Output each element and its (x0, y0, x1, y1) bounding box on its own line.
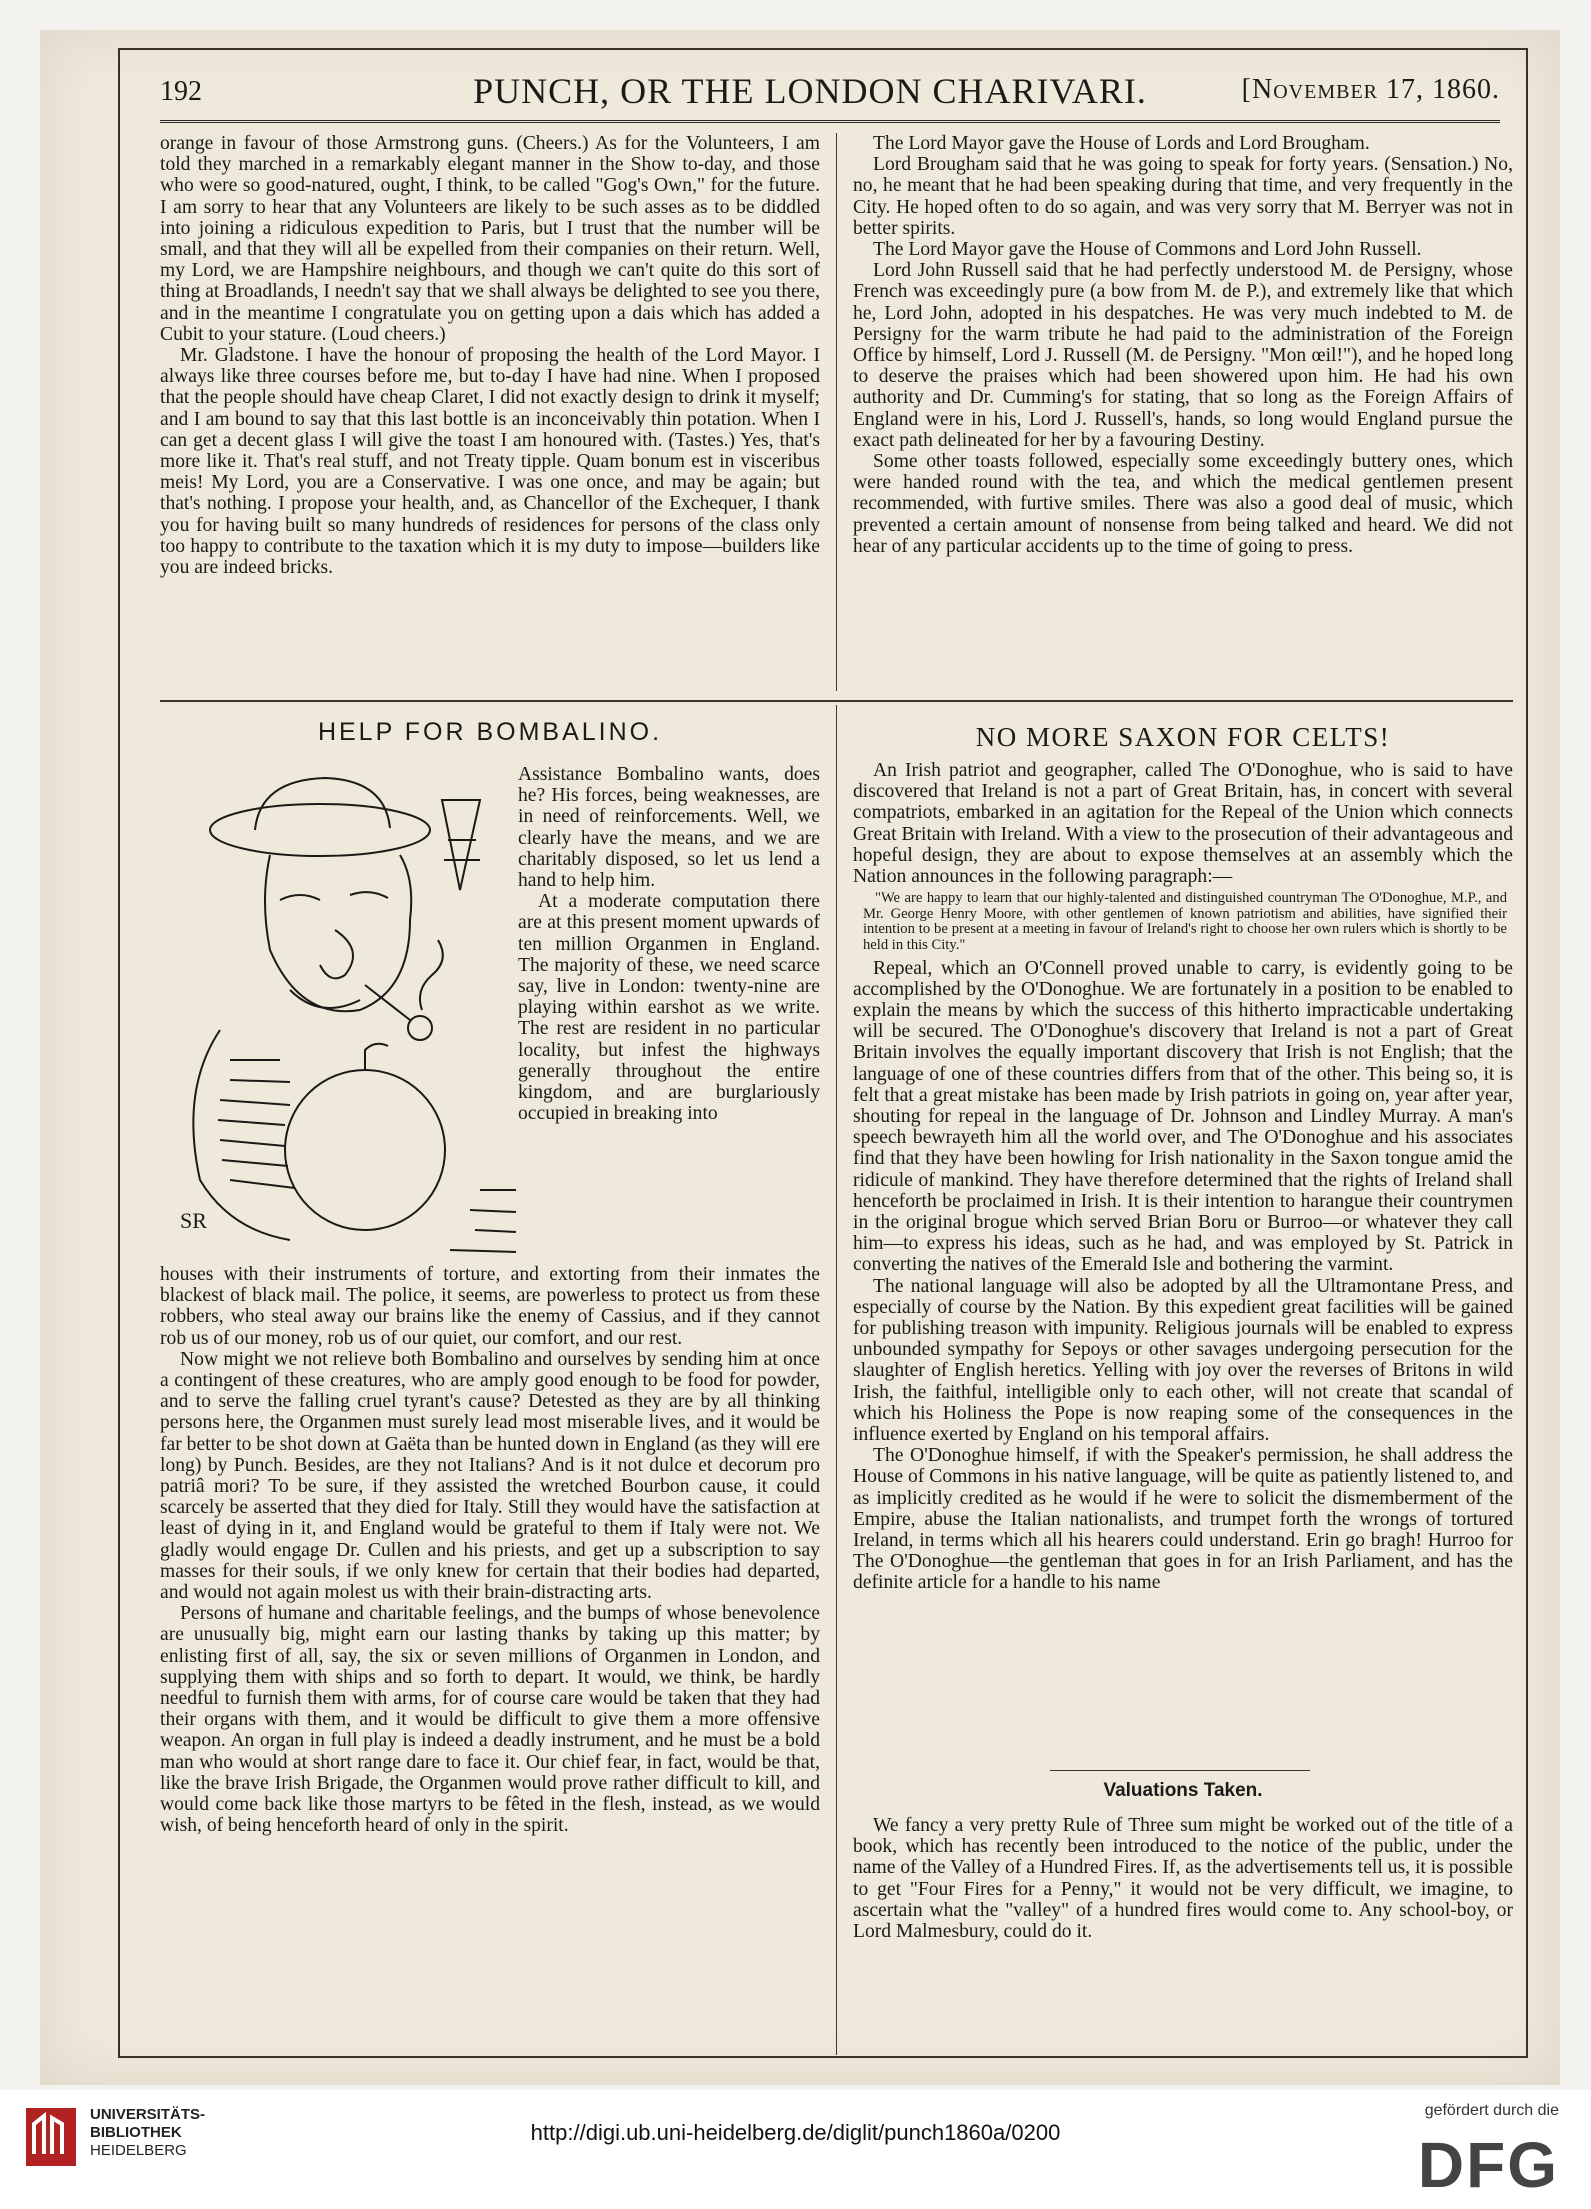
paragraph: Assistance Bombalino wants, does he? His forces, being weaknesses, are in need of reinforcements. Well, we clearly have the means, and we are charitably disposed, so let us lend a hand to help him. (518, 764, 820, 892)
digitization-footer (0, 2090, 1591, 2209)
institution-line: BIBLIOTHEK (90, 2124, 182, 2141)
help-column-beside-cartoon (518, 764, 820, 1262)
paragraph: We fancy a very pretty Rule of Three sum might be worked out of the title of a book, which has recently been introduced to the notice of the public, under the name of the Valley of a Hundred Fires. If, as the advertisements tell us, it is possible to get "Four Fires for a Penny," it would not be very difficult, we imagine, to ascertain what the "valley" of a hundred fires would come to. Any school-boy, or Lord Malmesbury, could do it. (853, 1815, 1513, 1943)
page-number: 192 (160, 76, 202, 107)
section-divider (160, 700, 1513, 702)
paragraph: The Lord Mayor gave the House of Lords and Lord Brougham. (873, 133, 1370, 154)
column-divider (836, 133, 837, 691)
short-divider (1050, 1770, 1310, 1771)
illustrator-monogram: SR (180, 1208, 207, 1233)
paragraph: An Irish patriot and geographer, called The O'Donoghue, who is said to have discovered that Ireland is not a part of Great Britain, has, in concert with several compatriots, embarked in an agitation for the Repeal of the Union which connects Great Britain with Ireland. With a view to the prosecution of their advantageous and hopeful design, they are about to expose themselves at an assembly which the Nation announces in the following paragraph:— (853, 760, 1513, 888)
top-left-column (160, 133, 820, 691)
paragraph: The Lord Mayor gave the House of Commons and Lord John Russell. (873, 239, 1422, 261)
top-right-column (853, 133, 1513, 691)
help-column-below-cartoon (160, 1264, 820, 2064)
paragraph: Mr. Gladstone. I have the honour of proposing the health of the Lord Mayor. I always like three courses before me, but to-day I have had nine. When I proposed that the people should have cheap Claret, I did not exactly design to drink it myself; and I am bound to say that this last bottle is an inconceivably thin potation. When I can get a decent glass I will give the toast I am honoured with. (Tastes.) Yes, that's more like it. That's real stuff, and not Treaty tipple. Quam bonum est in visceribus meis! My Lord, you are a Conservative. I was one once, and may be again; but that's nothing. I propose your health, and, as Chancellor of the Exchequer, I thank you for having built so many hundreds of residences for persons of the class only too happy to contribute to the taxation which it is my duty to impose—builders like you are indeed bricks. (160, 345, 820, 579)
paragraph: Repeal, which an O'Connell proved unable to carry, is evidently going to be accomplished by the O'Donoghue. We are fortunately in a position to be enabled to explain the means by which the success of this hitherto impracticable undertaking will be secured. The O'Donoghue's discovery that Ireland is not a part of Great Britain involves the equally important discovery that Irish is not English; that the language of one of these countries differs from that of the other. This being so, it is felt that a great mistake has been made by Irish patriots in going on, year after year, shouting for repeal in the language of Dr. Johnson and Lindley Murray. A man's speech bewrayeth him all the world over, and The O'Donoghue and his associates find that they have been howling for Irish nationality in the Saxon tongue amid the ridicule of mankind. They have therefore determined that the rights of Ireland shall henceforth be proclaimed in Irish. It is their intention to harangue their countrymen in the original brogue which served Brian Boru or Burroo—or whatever they call him—to express his ideas, such as he had, and was employed by St. Patrick in converting the natives of the Emerald Isle and bothering the varmint. (853, 957, 1513, 1276)
paragraph: Lord John Russell said that he had perfectly understood M. de Persigny, whose French was exceedingly pure (a bow from M. de P.), and extremely like that which he, Lord John, adopted in his despatches. He was very much indebted to M. de Persigny for the warm tribute he had paid to the administration of the Foreign Office by himself, Lord J. Russell (M. de Persigny. "Mon œil!"), and he hoped long to deserve the praises which had been showered upon him. He had his own authority and Dr. Cumming's for stating, that so long as the Foreign Affairs of England were in his, Lord J. Russell's, hands, so long would England pursue the exact path delineated for her by a favouring Destiny. (853, 260, 1513, 451)
paragraph: Lord Brougham said that he was going to speak for forty years. (Sensation.) No, no, he meant that he had been speaking during that time, and very frequently in the City. He hoped often to do so again, and was very sorry that M. Berryer was not in better spirits. (853, 154, 1513, 239)
institution-line: HEIDELBERG (90, 2142, 187, 2159)
page-header (160, 62, 1500, 123)
running-title: PUNCH, OR THE LONDON CHARIVARI. (473, 71, 1147, 111)
paragraph: The O'Donoghue himself, if with the Speaker's permission, he shall address the House of Commons in his native language, will be quite as patiently listened to, and as implicitly credited as he would if he were to solicit the dismemberment of the Empire, abuse the Italian nationalists, and trumpet forth the wrongs of tortured Ireland, in terms which all his hearers could understand. Erin go bragh! Hurroo for The O'Donoghue—the gentleman that goes in for an Irish Parliament, and has the definite article for a handle to his name (853, 1445, 1513, 1594)
article-title-help-for-bombalino: HELP FOR BOMBALINO. (317, 718, 663, 746)
institution-line: UNIVERSITÄTS- (90, 2106, 206, 2123)
column-divider (836, 705, 837, 2055)
paragraph: At a moderate computation there are at this present moment upwards of ten million Organmen in England. The majority of these, we need scarce say, live in London: twenty-nine are playing within earshot as we write. The rest are resident in no particular locality, but infest the highways generally throughout the entire kingdom, and are burglariously occupied in breaking into (518, 891, 820, 1125)
source-url-link[interactable]: http://digi.ub.uni-heidelberg.de/diglit/punch1860a/0200 (530, 2120, 1061, 2145)
article-title-no-more-saxon: NO MORE SAXON FOR CELTS! (975, 722, 1391, 752)
dfg-logo: DFG (1417, 2129, 1559, 2201)
issue-date: [November 17, 1860. (1241, 74, 1500, 105)
sponsor-label: gefördert durch die (1424, 2102, 1559, 2119)
saxon-article-column (853, 760, 1513, 1760)
paragraph: houses with their instruments of torture, and extorting from their inmates the blackest of black mail. The police, it seems, are powerless to protect us from these robbers, who steal away our brains like the enemy of Cassius, and if they cannot rob us of our money, rob us of our quiet, our comfort, and our rest. (160, 1264, 820, 1349)
quoted-announcement (853, 887, 1513, 957)
paragraph: Some other toasts followed, especially some exceedingly buttery ones, which were handed round with the tea, and which the medical gentlemen present recommended, with furtive smiles. There was also a good deal of music, which prevented a certain amount of nonsense from being talked and heard. We did not hear of any particular accidents up to the time of going to press. (853, 451, 1513, 557)
cartoon-drawing (160, 760, 516, 1260)
paragraph: Now might we not relieve both Bombalino and ourselves by sending him at once a contingent of these creatures, who are amply good enough to be food for powder, and to serve the falling cruel tyrant's cause? Detested as they are by all thinking persons here, the Organmen must surely lead most miserable lives, and it would be far better to be shot down at Gaëta than be hunted down in England (as they will ere long) by Punch. Besides, are they not Italians? And is it not dulce et decorum pro patriâ mori? To be sure, if they assisted the wretched Bourbon cause, it could scarcely be asserted that they died for Italy. Still they would have the satisfaction at least of dying in it, and England would be grateful to them if Italy were not. We gladly would engage Dr. Cullen and his priests, and get up a subscription to say masses for their souls, if we only knew for certain that their bodies had departed, and would not again molest us with their brain-distracting arts. (160, 1348, 820, 1604)
quote-text: "We are happy to learn that our highly-talented and distinguished countryman The O'Donoghue, M.P., and Mr. George Henry Moore, with other gentlemen of known patriotism and abilities, have signified their intention to be present at a meeting in favour of Ireland's right to choose her own rulers which is shortly to be held in this City." (863, 890, 1507, 953)
bombalino-cartoon (160, 760, 516, 1260)
paragraph: The national language will also be adopted by all the Ultramontane Press, and especially of course by the Nation. By this expedient great facilities will be gained for publishing treason with impunity. Religious journals will be enabled to express unbounded sympathy for Sepoys or other savages undergoing persecution for the slaughter of English heretics. Yelling with joy over the reverses of Britons in wild Irish, the faithful, intelligible only to each other, will not create that scandal of which his Holiness the Pope is now reaping some of the consequences in the influence exerted by England on his temporal affairs. (853, 1275, 1513, 1446)
article-title-valuations: Valuations Taken. (1103, 1780, 1263, 1801)
valuations-article-column (853, 1815, 1513, 2045)
paragraph: Persons of humane and charitable feelings, and the bumps of whose benevolence are unusually big, might earn our lasting thanks by taking up this matter; by enlisting first of all, say, the six or seven millions of Organmen in London, and supplying them with ships and so forth to depart. It would, we think, be hardly needful to furnish them with arms, for of course care would be taken that they had their organs with them, and it would be difficult to give them a more offensive weapon. An organ in full play is indeed a deadly instrument, and he must be a bold man who would at short range dare to face it. Our chief fear, in fact, would be that, like the brave Irish Brigade, the Organmen would prove rather difficult to kill, and would come back like those martyrs to be fêted in the flesh, instead, as we would wish, of being henceforth heard of only in the spirit. (160, 1603, 820, 1837)
paragraph: orange in favour of those Armstrong guns. (Cheers.) As for the Volunteers, I am told they marched in a remarkably elegant manner in the Show to-day, and those who were so good-natured, ought, I think, to be called "Gog's Own," for the future. I am sorry to hear that any Volunteers are likely to be such asses as to be diddled into joining a ridiculous expedition to Paris, but I trust that the number will be small, and that they will all be expelled from their companies on their return. Well, my Lord, we are Hampshire neighbours, and though we can't quite do this sort of thing at Broadlands, I needn't say that we shall always be delighted to see you there, and in the meantime I congratulate you on getting upon a dais which has added a Cubit to your stature. (Loud cheers.) (160, 133, 820, 345)
